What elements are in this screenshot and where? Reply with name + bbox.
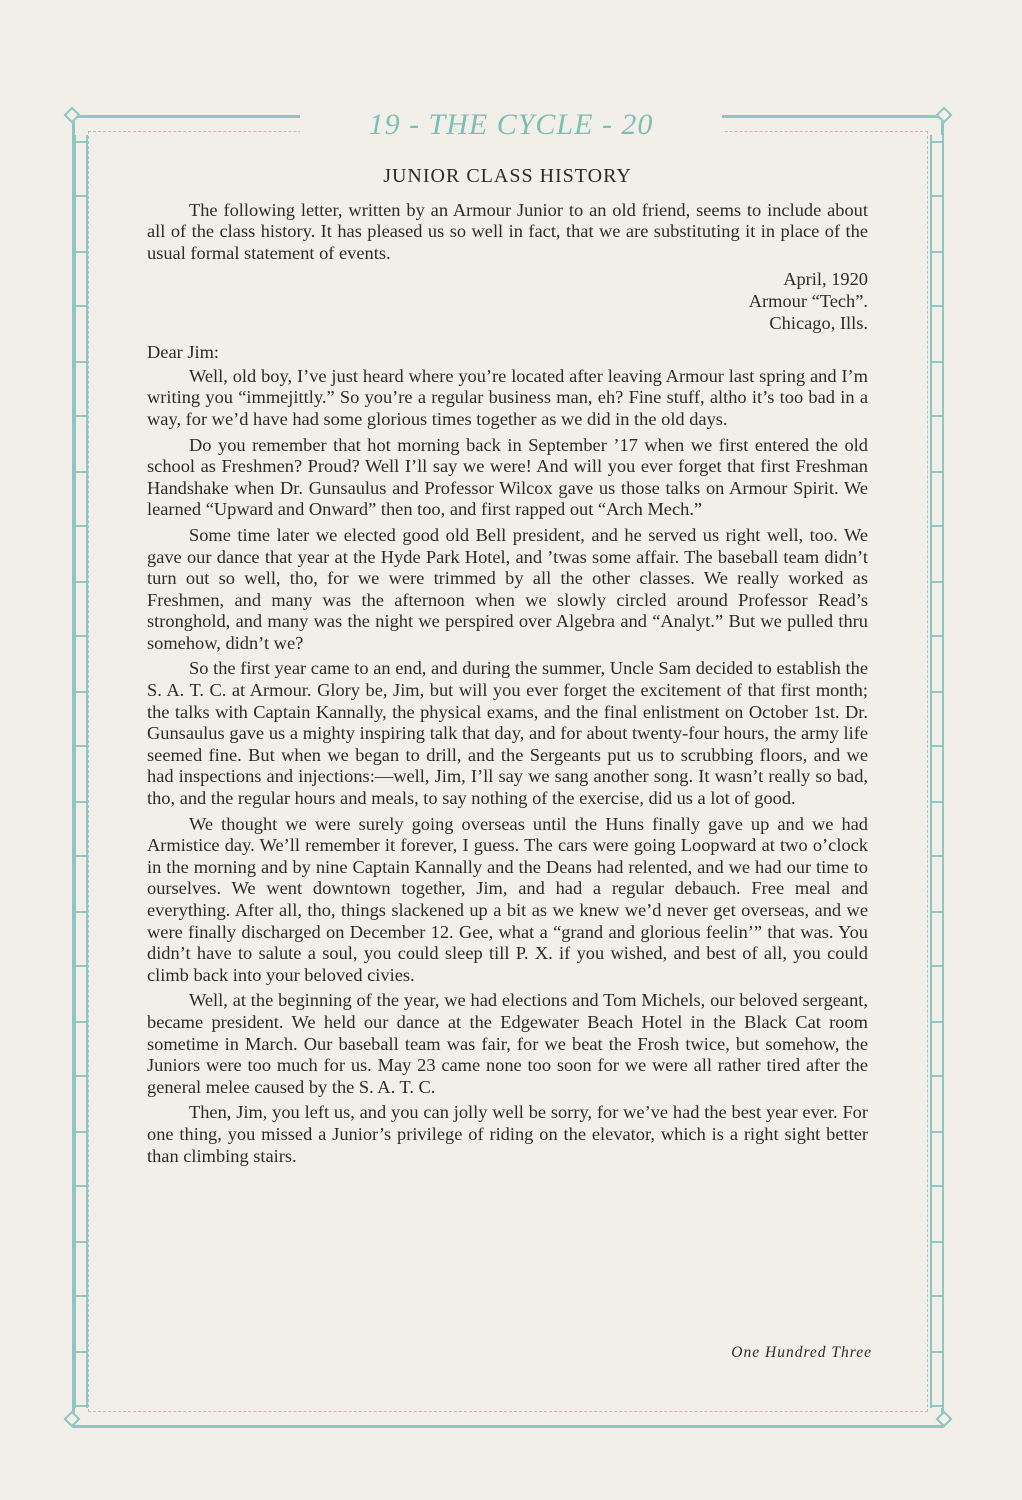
letter-paragraph: Then, Jim, you left us, and you can jolly well be sorry, for we’ve had the best year ever. For one thing, you missed a Junior’s privilege of riding on the elevator, which is a right sight better than climbing stairs. — [147, 1102, 868, 1166]
running-header — [300, 105, 722, 145]
letter-salutation: Dear Jim: — [147, 342, 220, 363]
letter-paragraph: Some time later we elected good old Bell president, and he served us right well, too. We gave our dance that year at the Hyde Park Hotel, and ’twas some affair. The baseball team didn’t turn out so well, tho, for we were trimmed by all the other classes. We really worked as Freshmen, and many was the afternoon when we slowly circled around Professor Read’s stronghold, and many was the night we perspired over Algebra and “Analyt.” But we pulled thru somehow, didn’t we? — [147, 524, 868, 653]
dateline-city: Chicago, Ills. — [769, 312, 868, 333]
letter-paragraph: So the first year came to an end, and during the summer, Uncle Sam decided to establish the S. A. T. C. at Armour. Glory be, Jim, but will you ever forget the excitement of that first month; the talks with Captain Kannally, the physical exams, and the final enlistment on October 1st. Dr. Gunsaulus gave us a mighty inspiring talk that day, and for about twenty-four hours, the army life seemed fine. But when we began to drill, and the Sergeants put us to scrubbing floors, and we had inspections and injections:—well, Jim, I’ll say we sang another song. It wasn’t really so bad, tho, and the regular hours and meals, to say nothing of the exercise, did us a lot of good. — [147, 658, 868, 809]
intro-paragraph: The following letter, written by an Armour Junior to an old friend, seems to include about all of the class history. It has pleased us so well in fact, that we are substituting it in place of the usual formal statement of events. — [147, 199, 868, 263]
header-text: 19 - THE CYCLE - 20 — [368, 108, 654, 141]
letter-dateline — [147, 269, 868, 334]
letter-paragraph: Well, at the beginning of the year, we had elections and Tom Michels, our beloved sergeant, became president. We held our dance at the Edgewater Beach Hotel in the Black Cat room sometime in March. Our baseball team was fair, for we beat the Frosh twice, but somehow, the Juniors were too much for us. May 23 came none too soon for we were all rather tired after the general melee caused by the S. A. T. C. — [147, 990, 868, 1097]
right-border-band — [930, 135, 944, 1408]
page-title: JUNIOR CLASS HISTORY — [383, 165, 632, 187]
page-number: One Hundred Three — [731, 1344, 872, 1361]
letter-paragraph: Do you remember that hot morning back in September ’17 when we first entered the old school as Freshmen? Proud? Well I’ll say we were! And will you ever forget that first Freshman Handshake when Dr. Gunsaulus and Professor Wilcox gave us those talks on Armour Spirit. We learned “Upward and Onward” then too, and first rapped out “Arch Mech.” — [147, 434, 868, 520]
left-border-band — [74, 135, 88, 1408]
letter-paragraph: We thought we were surely going overseas until the Huns finally gave up and we had Armistice day. We’ll remember it forever, I guess. The cars were going Loopward at two o’clock in the morning and by nine Captain Kannally and the Deans had relented, and we had our time to ourselves. We went downtown together, Jim, and had a regular debauch. Free meal and everything. After all, tho, things slackened up a bit as we knew we’d never get overseas, and we were finally discharged on December 12. Gee, what a “grand and glorious feelin’” that was. You didn’t have to salute a soul, you could sleep till P. X. if you wished, and best of all, you could climb back into your beloved civies. — [147, 813, 868, 985]
dateline-date: April, 1920 — [783, 269, 868, 290]
letter-paragraph: Well, old boy, I’ve just heard where you’re located after leaving Armour last spring and I’m writing you “immejittly.” So you’re a regular business man, eh? Fine stuff, altho it’s too bad in a way, for we’d have had some glorious times together as we did in the old days. — [147, 365, 868, 429]
article-body — [147, 166, 868, 1171]
dateline-place: Armour “Tech”. — [748, 290, 868, 311]
